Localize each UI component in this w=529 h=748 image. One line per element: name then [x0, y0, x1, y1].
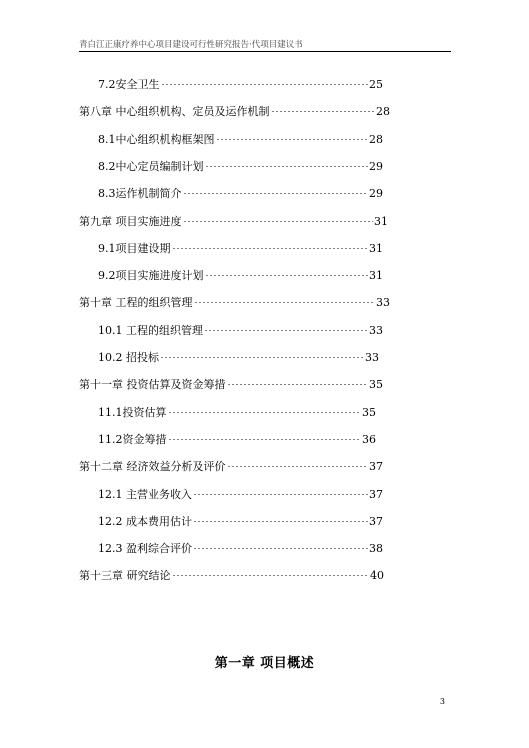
toc-leader-dots: [193, 536, 368, 552]
toc-leader-dots: [168, 400, 362, 416]
chapter-heading: 第一章 项目概述: [214, 656, 315, 671]
toc-entry-title: 11.1投资估算: [98, 405, 167, 419]
header-rule: [79, 51, 451, 52]
toc-entry-page: 33: [365, 351, 379, 364]
toc-entry-title: 7.2安全卫生: [98, 78, 160, 91]
toc-entry[interactable]: [79, 290, 390, 310]
toc-leader-dots: [168, 427, 362, 443]
toc-entry-page: 25: [369, 78, 383, 91]
toc-entry[interactable]: [79, 372, 383, 392]
toc-entry-title: 8.1中心组织机构框架图: [98, 132, 215, 146]
toc-entry-page: 28: [369, 132, 383, 146]
toc-leader-dots: [172, 236, 369, 252]
running-header: 青白江正康疗养中心项目建设可行性研究报告·代项目建议书: [79, 40, 303, 50]
toc-entry[interactable]: [98, 482, 383, 501]
toc-entry[interactable]: [98, 318, 383, 337]
toc-leader-dots: [183, 209, 374, 225]
toc-entry-page: 35: [362, 405, 376, 419]
toc-entry-page: 28: [376, 105, 390, 119]
toc-entry[interactable]: [98, 400, 376, 419]
toc-entry-title: 12.3 盈利综合评价: [98, 542, 192, 556]
toc-entry-title: 12.1 主营业务收入: [98, 487, 192, 501]
toc-leader-dots: [194, 290, 376, 306]
toc-leader-dots: [193, 482, 368, 498]
toc-leader-dots: [160, 345, 364, 361]
toc-entry[interactable]: [98, 236, 383, 255]
toc-leader-dots: [183, 181, 369, 197]
toc-entry-page: 31: [369, 269, 383, 283]
toc-entry[interactable]: [98, 345, 379, 364]
toc-entry-title: 第九章 项目实施进度: [79, 214, 182, 228]
toc-entry-title: 8.2中心定员编制计划: [98, 159, 204, 173]
toc-entry-page: 36: [362, 432, 376, 446]
toc-leader-dots: [205, 154, 369, 170]
toc-leader-dots: [204, 318, 368, 334]
toc-entry-title: 第十二章 经济效益分析及评价: [79, 460, 226, 474]
toc-entry-page: 31: [369, 241, 383, 255]
toc-entry-title: 第十三章 研究结论: [79, 569, 171, 583]
toc-entry[interactable]: [79, 563, 384, 583]
toc-entry[interactable]: [98, 427, 376, 446]
toc-entry-page: 37: [369, 460, 383, 474]
toc-entry-page: 31: [374, 214, 388, 228]
toc-entry[interactable]: [98, 72, 383, 91]
toc-entry-title: 第十一章 投资估算及资金筹措: [79, 378, 226, 392]
toc-leader-dots: [227, 372, 369, 388]
toc-entry-title: 10.2 招投标: [98, 351, 159, 364]
toc-entry[interactable]: [98, 181, 383, 201]
toc-entry-title: 8.3运作机制简介: [98, 187, 182, 201]
toc-entry-title: 9.2项目实施进度计划: [98, 269, 204, 283]
toc-entry-title: 第八章 中心组织机构、定员及运作机制: [79, 105, 270, 119]
toc-leader-dots: [216, 127, 369, 143]
toc-entry[interactable]: [98, 263, 383, 283]
toc-leader-dots: [205, 263, 369, 279]
toc-leader-dots: [271, 99, 376, 115]
toc-entry-title: 10.1 工程的组织管理: [98, 323, 203, 337]
toc-entry[interactable]: [98, 154, 383, 173]
toc-entry-page: 29: [369, 159, 383, 173]
toc-entry-title: 11.2资金筹措: [98, 432, 167, 446]
toc-entry[interactable]: [79, 454, 383, 474]
toc-entry-page: 40: [370, 569, 384, 583]
toc-entry[interactable]: [79, 99, 390, 119]
toc-entry-page: 38: [369, 542, 383, 556]
toc-leader-dots: [227, 454, 369, 470]
toc-entry-title: 第十章 工程的组织管理: [79, 296, 193, 310]
toc-entry-page: 33: [376, 296, 390, 310]
toc-entry-page: 29: [369, 187, 383, 201]
toc-entry-page: 37: [369, 514, 383, 528]
toc-entry[interactable]: [98, 536, 383, 556]
toc-leader-dots: [193, 509, 368, 525]
toc-leader-dots: [161, 72, 369, 88]
toc-entry[interactable]: [98, 509, 383, 528]
toc-entry-page: 33: [369, 323, 383, 337]
toc-leader-dots: [172, 563, 370, 579]
toc-entry-page: 37: [369, 487, 383, 501]
toc-entry-page: 35: [369, 378, 383, 392]
toc-entry-title: 9.1项目建设期: [98, 241, 171, 255]
page-number: 3: [439, 697, 445, 706]
toc-entry[interactable]: [98, 127, 383, 146]
toc-entry[interactable]: [79, 209, 388, 228]
toc-entry-title: 12.2 成本费用估计: [98, 514, 192, 528]
